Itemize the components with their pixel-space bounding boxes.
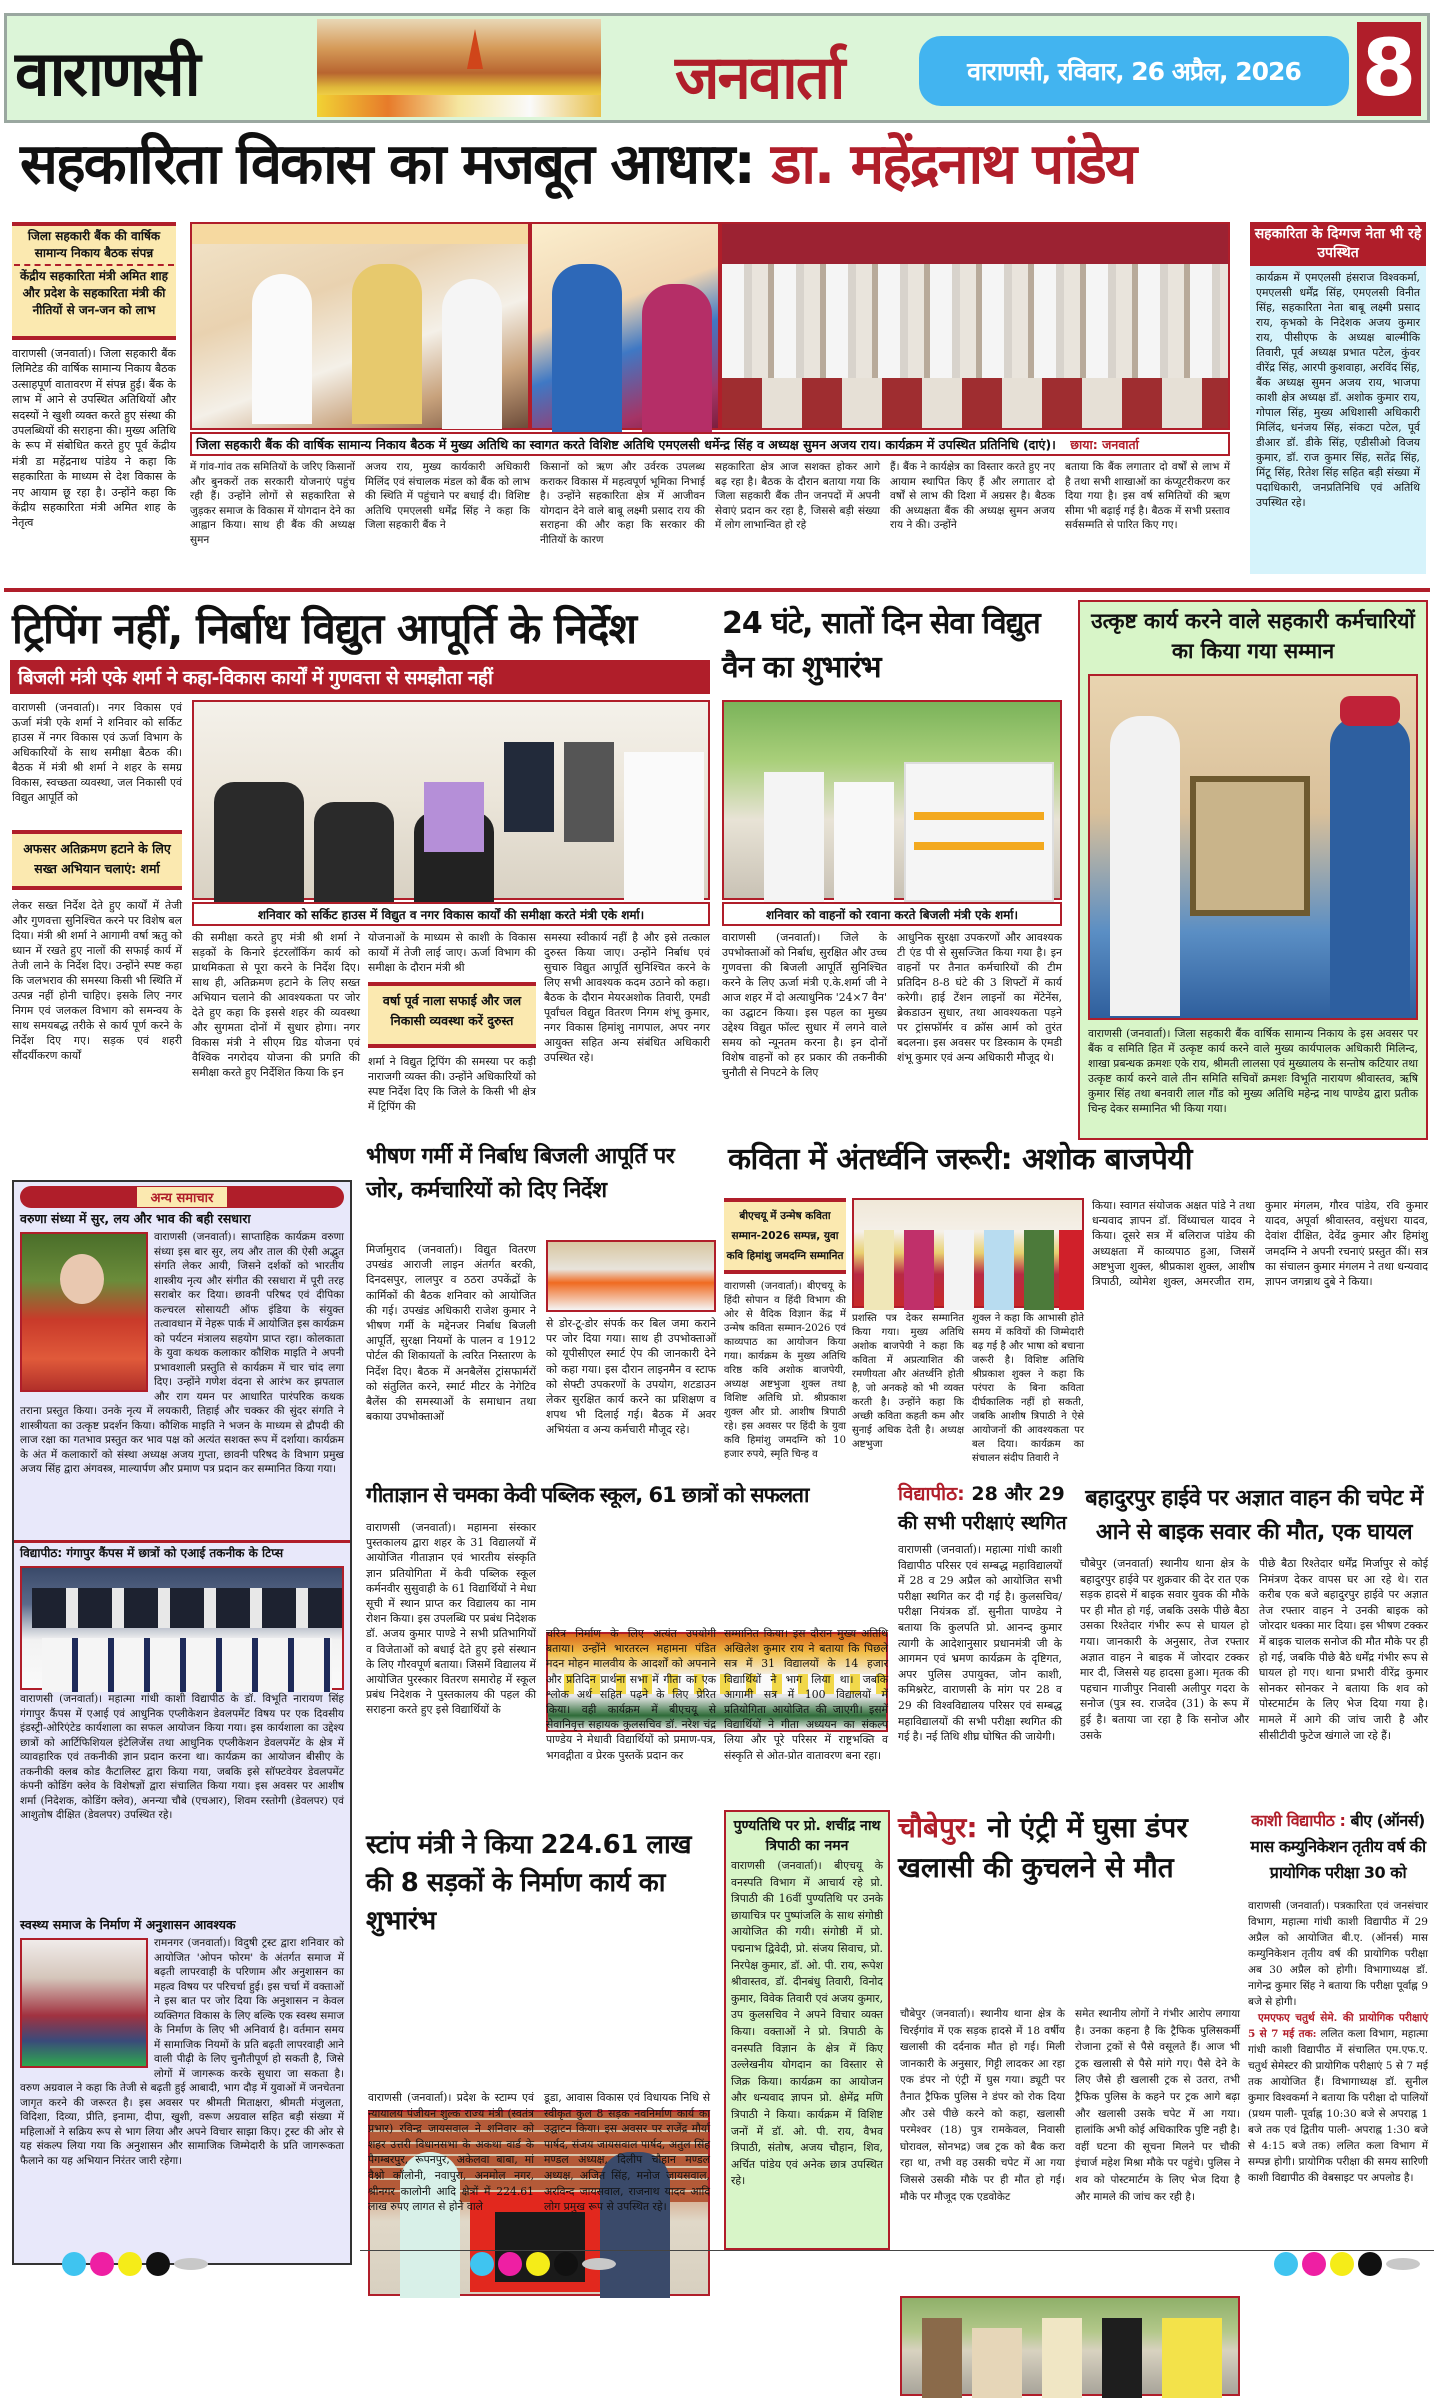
grey-registration-dot <box>1386 2258 1420 2270</box>
heat-headline: भीषण गर्मी में निर्बाध बिजली आपूर्ति पर जोर, कर्मचारियों को दिए निर्देश <box>366 1144 675 1203</box>
heat-meeting-photo <box>546 1240 716 1312</box>
discipline-photo <box>20 1938 148 2068</box>
photo-credit: छाया: जनवार्ता <box>1070 437 1139 452</box>
exams-headline-red: विद्यापीठ: <box>898 1483 965 1505</box>
practical-headline-red: काशी विद्यापीठ : <box>1251 1811 1346 1830</box>
grey-registration-dot <box>174 2258 208 2270</box>
tribute-box <box>724 1810 890 2250</box>
stamp-headline: स्टांप मंत्री ने किया 224.61 लाख की 8 सड़कों के निर्माण कार्य का शुभारंभ <box>366 1830 692 1936</box>
mfa-exam-text <box>1248 2010 1428 2186</box>
lead-headline-red: डा. महेंद्रनाथ पांडेय <box>771 132 1136 197</box>
poetry-headline: कविता में अंतर्ध्वनि जरूरी: अशोक बाजपेयी <box>728 1142 1193 1177</box>
page-number: 8 <box>1361 24 1417 114</box>
black-registration-dot <box>554 2252 578 2276</box>
lead-column-5: हैं। बैंक ने कार्यक्षेत्र का विस्तार करते हुए नए आयाम स्थापित किए हैं और लगातार दो वर्षों से लाभ की दिशा में अग्रसर है। बैठक की अध्यक्षता बैंक की अध्यक्ष सुमन अजय राय ने की। उन्होंने <box>890 461 1055 531</box>
yellow-registration-dot <box>118 2252 142 2276</box>
lead-sidebar <box>1250 222 1426 574</box>
cyan-registration-dot <box>1274 2252 1298 2276</box>
lead-headline <box>20 130 1420 200</box>
dumper-headline-black: नो एंट्री में घुसा डंपर खलासी की कुचलने से मौत <box>898 1811 1188 1884</box>
highway-columns <box>1080 1556 1428 1792</box>
tripping-headline: ट्रिपिंग नहीं, निर्बाध विद्युत आपूर्ति के निर्देश <box>12 604 637 653</box>
lead-photo-caption <box>190 432 1230 456</box>
poetry-column-4: किया। स्वागत संयोजक अक्षत पांडे ने तथा धन्यवाद ज्ञापन डॉ. विंध्याचल यादव ने किया। दूसरे सत्र में बलिराज पांडेय की अध्यक्षता में काव्यपाठ हुआ, जिसमें अष्टभुजा शुक्ल, श्रीप्रकाश शुक्ल, आशीष त्रिपाठी, व्योमेश शुक्ल, अमरजीत राम, कुमार मंगलम, गौरव पांडेय, रवि कुमार यादव, अपूर्वा श्रीवास्तव, वसुंधरा यादव, देवांश दीक्षित, देवेंद्र कुमार और हिमांशु जमदग्नि ने अपनी रचनाएं प्रस्तुत कीं। सत्र का संचालन कुमार मंगलम ने तथा धन्यवाद ज्ञापन जगन्नाथ दुबे ने किया। <box>1092 1199 1428 1289</box>
tripping-column-1: लेकर सख्त निर्देश देते हुए कार्यों में तेजी और गुणवत्ता सुनिश्चित करने पर विशेष बल दिया। मंत्री श्री शर्मा ने आगामी वर्षा ऋतु को ध्यान में रखते हुए नालों की सफाई कार्य में तेजी लाने के निर्देश दिए। उन्होंने स्पष्ट कहा कि जलभराव की समस्या किसी भी स्थिति में उत्पन्न नहीं होनी चाहिए। इसके लिए नगर निगम एवं जलकल विभाग को समन्वय के साथ समयबद्ध तरीके से कार्य पूर्ण करने के निर्देश दिए गए। सड़क एवं शहरी सौंदर्यीकरण कार्यों <box>12 899 183 1062</box>
tripping-caption-text: शनिवार को सर्किट हाउस में विद्युत व नगर विकास कार्यों की समीक्षा करते मंत्री एके शर्मा। <box>257 908 645 922</box>
vidyapith-ai-title: विद्यापीठ: गंगापुर कैंपस में छात्रों को एआई तकनीक के टिप्स <box>14 1540 350 1564</box>
lead-column-2: अजय राय, मुख्य कार्यकारी अधिकारी मिलिंद एवं संचालक मंडल को बैंक को लाभ की स्थिति में पहुंचाने पर बधाई दी। विशिष्ट अतिथि एमएलसी धर्मेंद्र सिंह ने कहा कि जिला सहकारी बैंक ने <box>365 461 530 531</box>
black-registration-dot <box>1358 2252 1382 2276</box>
poetry-kicker: बीएचयू में उन्मेष कविता सम्मान-2026 सम्पन्न, युवा कवि हिमांशु जमदग्नि सम्मानित <box>726 1210 844 1262</box>
varuna-dancer-photo <box>20 1232 148 1392</box>
bottom-rule <box>360 2250 1434 2251</box>
masthead-brand: जनवार्ता <box>675 43 844 113</box>
lead-column-1: में गांव-गांव तक समितियों के जरिए किसानों और बुनकरों तक सरकारी योजनाएं पहुंच रही हैं। उन्होंने लोगों से सहकारिता से जुड़कर समाज के विकास में योगदान देने का आह्वान किया। साथ ही बैंक की अध्यक्ष सुमन <box>190 461 355 546</box>
masthead <box>4 13 1430 123</box>
tripping-column-3b: शर्मा ने विद्युत ट्रिपिंग की समस्या पर कड़ी नाराजगी व्यक्त की। उन्होंने अधिकारियों को स्पष्ट निर्देश दिए कि जिले के किसी भी क्षेत्र में ट्रिपिंग की <box>368 1055 536 1113</box>
dumper-column-2: समेत स्थानीय लोगों ने गंभीर आरोप लगाया है। उनका कहना है कि ट्रैफिक पुलिसकर्मी रोजाना ट्रकों से पैसे वसूलते हैं। आज भी ट्रक खलासी से पैसे मांगे गए। पैसे देने के लिए जैसे ही खलासी ट्रक से उतरा, तभी ट्रैफिक पुलिस के कहने पर ट्रक आगे बढ़ा और खलासी उसके चपेट में आ गया। हालांकि अभी कोई अधिकारिक पुष्टि नही है। वहीं घटना की सूचना मिलने पर चौकी इंचार्ज महेश मिश्रा मौके पर पहुंचे। पुलिस ने शव को पोस्टमार्टम के लिए भेज दिया है और मामले की जांच कर रही है। <box>1075 2008 1240 2203</box>
lead-sidebar-title: सहकारिता के दिग्गज नेता भी रहे उपस्थित <box>1250 222 1426 266</box>
stamp-columns <box>368 2090 710 2255</box>
tripping-meeting-photo <box>192 700 710 900</box>
tribute-text: वाराणसी (जनवार्ता)। बीएचयू के वनस्पति विभाग में आचार्य रहे प्रो. त्रिपाठी की 16वीं पुण्यतिथि पर उनके छायाचित्र पर पुष्पांजलि के साथ संगोष्ठी आयोजित की गयी। संगोष्ठी में प्रो. पद्मनाभ द्विवेदी, प्रो. संजय सिवाच, प्रो. निरपेक्ष कुमार, डॉ. ओ. पी. राय, रूपेश श्रीवास्तव, डॉ. दीनबंधु तिवारी, विनोद कुमार, विवेक तिवारी एवं अजय कुमार, उप कुलसचिव ने अपने विचार व्यक्त किया। वक्ताओं ने प्रो. त्रिपाठी के वनस्पति विज्ञान के क्षेत्र में किए उल्लेखनीय योगदान का विस्तार से जिक्र किया। कार्यक्रम का आयोजन और धन्यवाद ज्ञापन प्रो. क्षेमेंद्र मणि त्रिपाठी ने किया। कार्यक्रम में विशिष्ट जनों में डॉ. ओ. पी. राय, वैभव त्रिपाठी, संतोष, अजय चौहान, शिव, अर्चित पांडेय एवं अनेक छात्र उपस्थित रहे। <box>731 1859 883 2188</box>
tripping-box-drain <box>368 982 536 1048</box>
highway-column-1: चौबेपुर (जनवार्ता) स्थानीय थाना क्षेत्र के बहादुरपुर हाईवे पर शुक्रवार की देर रात एक सड़क हादसे में बाइक सवार युवक की मौके पर ही मौत हो गई, जबकि उसके पीछे बैठा उसका रिश्तेदार गंभीर रूप से घायल हो गया। जानकारी के अनुसार, तेज रफ्तार अज्ञात वाहन ने बाइक में जोरदार टक्कर मार दी, जिससे यह हादसा हुआ। मृतक की पहचान गाजीपुर निवासी अलीपुर गदरा के सनोज (पुत्र स्व. राजदेव (31) के रूप में हुई है। बताया जा रहा है कि सनोज और उसके <box>1080 1557 1249 1742</box>
gita-column-2: चरित्र निर्माण के लिए अत्यंत उपयोगी बताया। उन्होंने भारतरत्न महामना पंडित मदन मोहन मालवीय के आदर्शों को अपनाने और प्रतिदिन प्रार्थना सभा में गीता का एक श्लोक अर्थ सहित पढ़ने के लिए प्रेरित किया। वही कार्यक्रम में बीएचयू से सेवानिवृत्त सहायक कुलसचिव डॉ. नरेश चंद्र पाण्डेय ने मेधावी विद्यार्थियों को प्रमाण-पत्र, भगवद्गीता व प्रेरक पुस्तकें प्रदान कर <box>546 1627 716 1762</box>
tripping-intro: वाराणसी (जनवार्ता)। नगर विकास एवं ऊर्जा मंत्री एके शर्मा ने शनिवार को सर्किट हाउस में नगर विकास एवं ऊर्जा विभाग के अधिकारियों के साथ समीक्षा बैठक की। बैठक में मंत्री श्री शर्मा ने शहर के समग्र विकास, स्वच्छता व्यवस्था, जल निकासी एवं विद्युत आपूर्ति को <box>12 701 182 804</box>
van-columns <box>722 930 1062 1120</box>
registration-marks-right <box>1274 2252 1424 2280</box>
lead-column-6: बताया कि बैंक लगातार दो वर्षों से लाभ में है तथा सभी शाखाओं का कंप्यूटरीकरण कर दिया गया है। इस वर्ष समितियों की ऋण सीमा भी बढ़ाई गई है। बैठक में सभी प्रस्ताव सर्वसम्मति से पारित किए गए। <box>1065 461 1230 531</box>
lead-sidebar-text: कार्यक्रम में एमएलसी हंसराज विश्वकर्मा, एमएलसी धर्मेंद्र सिंह, एमएलसी विनीत सिंह, सहकारिता नेता बाबू लक्ष्मी प्रसाद राय, कृभको के निदेशक अजय कुमार राय, पीसीएफ के अध्यक्ष बाल्मीकि तिवारी, पूर्व अध्यक्ष प्रभात पटेल, कुंवर वीरेंद्र सिंह, आरपी कुशवाहा, अरविंद सिंह, बैंक अध्यक्ष सुमन अजय राय, भाजपा काशी क्षेत्र अध्यक्ष डॉ. अशोक कुमार राय, गोपाल सिंह, मुख्य अधिशासी अधिकारी मिलिंद, धनंजय सिंह, संकटा पटेल, पूर्व डीआर डॉ. डीके सिंह, एडीसीओ विजय कुमार, डॉ. राज कुमार सिंह, सतेंद्र सिंह, मिंटू सिंह, रितेश सिंह सहित बड़ी संख्या में पदाधिकारी, जनप्रतिनिधि एवं अतिथि उपस्थित रहे। <box>1256 271 1420 509</box>
lead-photo-audience <box>720 222 1230 430</box>
discipline-title: स्वस्थ्य समाज के निर्माण में अनुशासन आवश्यक <box>20 1917 236 1932</box>
stamp-column-2: डूडा, आवास विकास एवं विधायक निधि से स्वीकृत कुल 8 सड़क नवनिर्माण कार्य का उद्घाटन किया। इस अवसर पर राजेंद्र मौर्या पार्षद, संजय जायसवाल पार्षद, अतुल सिंह मण्डल अध्यक्ष, दिलीप चौहान मण्डल अध्यक्ष, अजित सिंह, मनोज जायसवाल, अरविन्द जायसवाल, राजनाथ यादव आदि लोग प्रमुख रूप से उपस्थित रहे। <box>544 2091 710 2214</box>
honour-photo <box>1088 674 1418 1020</box>
tripping-box-2-text: वर्षा पूर्व नाला सफाई और जल निकासी व्यवस्था करें दुरुस्त <box>382 993 522 1028</box>
lead-column-4: सहकारिता क्षेत्र आज सशक्त होकर आगे बढ़ रहा है। बैठक के दौरान बताया गया कि जिला सहकारी बैंक तीन जनपदों में अपनी सेवाएं प्रदान कर रहा है, जिससे बड़ी संख्या में लोग लाभान्वित हो रहे <box>715 461 880 531</box>
lead-headline-black: सहकारिता विकास का मजबूत आधार: <box>20 132 754 197</box>
van-headline: 24 घंटे, सातों दिन सेवा विद्युत वैन का शुभारंभ <box>722 606 1040 685</box>
stamp-column-1: वाराणसी (जनवार्ता)। प्रदेश के स्टाम्प एवं न्यायालय पंजीयन शुल्क राज्य मंत्री (स्वतंत्र प्रभार) रविन्द्र जायसवाल ने शनिवार को शहर उत्तरी विधानसभा के अकथा वार्ड के पैगम्बरपुर, रूपनपुर, अकेलवा बाबा, मां वैश्नो कॉलोनी, नवापुरा, अनमोल नगर, श्रीनगर कालोनी आदि क्षेत्रों में 224.61 लाख रुपए लागत से होने वाले <box>368 2091 534 2214</box>
other-news-label-bar <box>20 1186 344 1208</box>
tripping-subhead: बिजली मंत्री एके शर्मा ने कहा-विकास कार्यों में गुणवत्ता से समझौता नहीं <box>18 667 493 689</box>
black-registration-dot <box>146 2252 170 2276</box>
exams-headline-black: 28 और 29 की सभी परीक्षाएं स्थगित <box>898 1483 1067 1534</box>
cyan-registration-dot <box>470 2252 494 2276</box>
lead-photo-welcome-1 <box>190 222 530 430</box>
dateline-pill <box>919 36 1349 106</box>
van-column-2: आधुनिक सुरक्षा उपकरणों और आवश्यक टी एंड पी से सुसज्जित किया गया है। इन वाहनों पर तैनात कर्मचारियों की टीम प्रतिदिन 8-8 घंटे की 3 शिफ्टों में कार्य करेगी। हाई टेंशन लाइनों का मेंटेनेंस, ब्रेकडाउन सुधार, तथा आवश्यकता पड़ने पर ट्रांसफॉर्मर व क्रॉस आर्म को तुरंत बदलना। इस अवसर पर डिस्काम के एमडी शंभू कुमार एवं अन्य अधिकारी मौजूद थे। <box>897 931 1062 1064</box>
practical-exam-text: वाराणसी (जनवार्ता)। पत्रकारिता एवं जनसंचार विभाग, महात्मा गांधी काशी विद्यापीठ में 29 अप्रैल को आयोजित बी.ए. (ऑनर्स) मास कम्युनिकेशन तृतीय वर्ष की प्रायोगिक परीक्षा अब 30 अप्रैल को होगी। विभागाध्यक्ष डॉ. नागेन्द्र कुमार सिंह ने बताया कि परीक्षा पूर्वाह्न 9 बजे से होगी। <box>1248 1900 1428 2008</box>
practical-exam-body <box>1248 1898 1428 2258</box>
vidyapith-ai-text: वाराणसी (जनवार्ता)। महात्मा गांधी काशी विद्यापीठ के डॉ. विभूति नारायण सिंह गंगापुर कैंपस में एआई एवं आधुनिक एप्लीकेशन डेवलपमेंट विषय पर एक दिवसीय इंडस्ट्री-ओरिएंटेड कार्यशाला का सफल आयोजन किया गया। इस कार्यशाला का उद्देश्य छात्रों को आर्टिफिशियल इंटेलिजेंस तथा आधुनिक एप्लीकेशन डेवलपमेंट के क्षेत्र में व्यावहारिक एवं तकनीकी ज्ञान प्रदान करना था। कार्यक्रम का आयोजन बीसीए के तकनीकी क्लब कोड कैटालिस्ट द्वारा किया गया, जबकि इसे सॉफ्टवेयर डेवलपमेंट कंपनी कोडिंग क्लेव के विशेषज्ञों द्वारा संचालित किया गया। इस अवसर पर आशीष शर्मा (निदेशक, कोडिंग क्लेव), अनन्या चौबे (एचआर), शिवम रस्तोगी (डेवलपर) एवं आशुतोष दीक्षित (डेवलपर) उपस्थित रहे। <box>20 1693 344 1821</box>
van-photo-caption <box>722 902 1062 926</box>
poetry-column-3: शुक्ल ने कहा कि आभासी होते समय में कवियों की जिम्मेदारी बढ़ गई है और भाषा को बचाना जरूरी है। विशिष्ट अतिथि श्रीप्रकाश शुक्ल ने कहा कि परंपरा के बिना कविता दीर्घकालिक नहीं हो सकती, जबकि आशीष त्रिपाठी ने ऐसे आयोजनों की आवश्यकता पर बल दिया। कार्यक्रम का संचालन संदीप तिवारी ने <box>972 1313 1084 1464</box>
lead-kicker-1: जिला सहकारी बैंक की वार्षिक सामान्य निकाय बैठक संपन्न <box>14 228 174 266</box>
van-launch-photo <box>722 700 1062 900</box>
lead-columns <box>190 460 1230 582</box>
other-news-panel <box>12 1180 352 2265</box>
gita-column-1: वाराणसी (जनवार्ता)। महामना संस्कार पुस्तकालय द्वारा शहर के 31 विद्यालयों में आयोजित गीताज्ञान एवं भारतीय संस्कृति ज्ञान प्रतियोगिता में केवी पब्लिक स्कूल कर्मनवीर सुसुवाही के 61 विद्यार्थियों ने मेधा सूची में स्थान प्राप्त कर विद्यालय का नाम रोशन किया। इस उपलब्धि पर प्रबंध निदेशक डॉ. अजय कुमार पाण्डे ने सभी प्रतिभागियों व विजेताओं को बधाई देते हुए इसे संस्थान के लिए गौरवपूर्ण बताया। जिसमें विद्यालय में आयोजित पुरस्कार वितरण समारोह में स्कूल प्रबंध निदेशक ने पुस्तकालय की पहल की सराहना करते हुए इसे विद्यार्थियों के <box>366 1521 536 1717</box>
tribute-headline: पुण्यतिथि पर प्रो. शचींद्र नाथ त्रिपाठी का नमन <box>733 1818 881 1854</box>
magenta-registration-dot <box>1302 2252 1326 2276</box>
discipline-text: रामनगर (जनवार्ता)। विदुषी ट्रस्ट द्वारा शनिवार को आयोजित 'ओपन फोरम' के अंतर्गत समाज में बढ़ती लापरवाही के परिणाम और अनुशासन का महत्व विषय पर परिचर्चा हुई। इस चर्चा में वक्ताओं ने इस बात पर जोर दिया कि अनुशासन न केवल व्यक्तिगत विकास के लिए बल्कि एक स्वस्थ समाज के निर्माण के लिए भी अनिवार्य है। वर्तमान समय में सामाजिक नियमों के प्रति बढ़ती लापरवाही आने वाली पीढ़ी के लिए चुनौतीपूर्ण हो सकती है, जिसे लोगों में जागरूक करके सुधारा जा सकता है। वरुण अग्रवाल ने कहा कि तेजी से बढ़ती हुई आबादी, भाग दौड़ में युवाओं में जनचेतना जागृत करने की जरूरत है। इस अवसर पर श्रीमती मिताक्षरा, श्रीमती मंजुलता, विदिशा, दिव्या, प्रीति, इनामा, दीपा, खुशी, वरूण अग्रवाल सहित बड़ी संख्या में महिलाओं ने सक्रिय रूप से भाग लिया और अपने विचार साझा किए। ट्रस्ट की ओर से यह संकल्प लिया गया कि अनुशासन और सामाजिक जिम्मेदारी के प्रति जागरूकता फैलाने का यह अभियान निरंतर जारी रहेगा। <box>20 1937 344 2167</box>
tripping-subhead-bar <box>10 660 710 694</box>
highway-column-2: पीछे बैठा रिश्तेदार धर्मेंद्र मिर्जापुर से कोई निमंत्रण देकर वापस घर आ रहे थे। रात करीब एक बजे बहादुरपुर हाईवे पर अज्ञात तेज रफ्तार वाहन ने उनकी बाइक को जोरदार धक्का मार दिया। इस भीषण टक्कर में बाइक चालक सनोज की मौत मौके पर ही हो गई, जबकि पीछे बैठे धर्मेंद्र गंभीर रूप से घायल हो गए। थाना प्रभारी वीरेंद्र कुमार सोनकर सोनकर ने बताया कि शव को पोस्टमार्टम के लिए भेज दिया गया है। मामले में आगे की जांच जारी है और सीसीटीवी फुटेज खंगाले जा रहे हैं। <box>1259 1557 1428 1742</box>
mfa-exam-sub-text: ललित कला विभाग, महात्मा गांधी काशी विद्यापीठ में संचालित एम.एफ.ए. चतुर्थ सेमेस्टर की प्रायोगिक परीक्षाएं 5 से 7 मई तक आयोजित हैं। विभागाध्यक्ष डॉ. सुनील कुमार विश्वकर्मा ने बताया कि परीक्षा दो पालियों (प्रथम पाली- पूर्वाह्न 10:30 बजे से अपराह्न 1 बजे तक एवं द्वितीय पाली- अपराह्न 1:30 बजे से 4:15 बजे तक) ललित कला विभाग में सम्पन्न होगी। प्रायोगिक परीक्षा की समय सारिणी काशी विद्यापीठ की वेबसाइट पर अपलोड है। <box>1248 2028 1428 2184</box>
exams-postponed-text: वाराणसी (जनवार्ता)। महात्मा गांधी काशी विद्यापीठ परिसर एवं सम्बद्ध महाविद्यालयों में 28 व 29 अप्रैल को आयोजित सभी परीक्षा स्थगित कर दी गई है। कुलसचिव/परीक्षा नियंत्रक डॉ. सुनीता पाण्डेय ने बताया कि कुलपति प्रो. आनन्द कुमार त्यागी के आदेशानुसार प्रधानमंत्री जी के आगमन एवं भ्रमण कार्यक्रम के दृष्टिगत, अपर पुलिस उपायुक्त, जोन काशी, कमिश्नरेट, वाराणसी के मांग पर 28 व 29 की विश्वविद्यालय परिसर एवं सम्बद्ध महाविद्यालयों की सभी परीक्षा स्थगित की गई है। नई तिथि शीघ्र घोषित की जायेगी। <box>898 1543 1062 1744</box>
heat-column-2: से डोर-टू-डोर संपर्क कर बिल जमा कराने पर जोर दिया गया। साथ ही उपभोक्ताओं को यूपीसीएल स्मार्ट ऐप की जानकारी देने को कहा गया। इस दौरान लाइनमैन व स्टाफ को सेफ्टी उपकरणों के उपयोग, शटडाउन लेकर सुरक्षित कार्य करने का प्रशिक्षण व शपथ भी दिलाई गई। बैठक में अवर अभियंता व अन्य कर्मचारी मौजूद रहे। <box>546 1317 716 1437</box>
gita-headline: गीताज्ञान से चमका केवी पब्लिक स्कूल, 61 छात्रों को सफलता <box>366 1483 809 1507</box>
poetry-award-photo <box>852 1198 1084 1308</box>
dumper-headline <box>898 1808 1238 1888</box>
magenta-registration-dot <box>498 2252 522 2276</box>
lead-photo-welcome-2 <box>530 222 720 430</box>
poetry-column-2: प्रशस्ति पत्र देकर सम्मानित किया गया। मुख्य अतिथि अशोक बाजपेयी ने कहा कि कविता में अप्रत्याशित की रमणीयता और अंतर्ध्वनि होती है, जो अनकहे को भी व्यक्त करती है। उन्होंने कहा कि अच्छी कविता कहती कम और सुनाई अधिक देती है। अध्यक्ष अष्टभुजा <box>852 1313 964 1450</box>
dumper-column-1: चौबेपुर (जनवार्ता)। स्थानीय थाना क्षेत्र के चिरईगांव में एक सड़क हादसे में 18 वर्षीय खलासी की दर्दनाक मौत हो गई। मिली जानकारी के अनुसार, गिट्टी लादकर आ रहा एक डंपर नो एंट्री में घुस गया। ड्यूटी पर तैनात ट्रैफिक पुलिस ने डंपर को रोक दिया और उसे पीछे करने को कहा, खलासी परमेश्वर (18) पुत्र रामकेवल, निवासी घोरावल, सोनभद्र) जब ट्रक को बैक करा रहा था, तभी वह उसकी चपेट में आ गया जिससे उसकी मौके पर ही मौत हो गई। मौके पर मौजूद एक एडवोकेट <box>900 2008 1065 2203</box>
varuna-title: वरुणा संध्या में सुर, लय और भाव की बही रसधारा <box>20 1211 251 1226</box>
dumper-headline-red: चौबेपुर: <box>898 1811 978 1844</box>
masthead-city: वाराणसी <box>15 37 198 110</box>
vidyapith-ai-photo <box>20 1566 344 1690</box>
honour-headline: उत्कृष्ट कार्य करने वाले सहकारी कर्मचारियों का किया गया सम्मान <box>1091 609 1415 663</box>
tripping-box-1-text: अफसर अतिक्रमण हटाने के लिए सख्त अभियान चलाएं: शर्मा <box>23 841 171 876</box>
practical-exam-headline <box>1248 1808 1428 1886</box>
yellow-registration-dot <box>1330 2252 1354 2276</box>
van-caption-text: शनिवार को वाहनों को रवाना करते बिजली मंत्री एके शर्मा। <box>765 908 1019 922</box>
lead-caption-text: जिला सहकारी बैंक की वार्षिक सामान्य निकाय बैठक में मुख्य अतिथि का स्वागत करते विशिष्ट अतिथि एमएलसी धर्मेन्द्र सिंह व अध्यक्ष सुमन अजय राय। कार्यक्रम में उपस्थित प्रतिनिधि (दाएं)। <box>196 437 1056 452</box>
grey-registration-dot <box>582 2258 616 2270</box>
practical-headline-black: बीए (ऑनर्स) मास कम्युनिकेशन तृतीय वर्ष की प्रायोगिक परीक्षा 30 को <box>1250 1811 1426 1882</box>
tripping-photo-caption <box>192 902 710 926</box>
heat-column-1: मिर्जामुराद (जनवार्ता)। विद्युत वितरण उपखंड आराजी लाइन अंतर्गत बरकी, दिनदसपुर, लालपुर व ठठरा उपकेंद्रों के कार्मिकों की बैठक शनिवार को आयोजित की गई। उपखंड अधिकारी राजेश कुमार ने भीषण गर्मी के मद्देनजर निर्बाध बिजली आपूर्ति, सुरक्षा नियमों के पालन व 1912 पोर्टल की शिकायतों के त्वरित निस्तारण के निर्देश दिए। बैठक में अनबैलेंस ट्रांसफार्मरों को संतुलित करने, स्मार्ट मीटर के नेगेटिव बैलेंस की समस्याओं के समाधान तथा बकाया उपभोक्ताओं <box>366 1243 536 1424</box>
gita-column-3: सम्मानित किया। इस दौरान मुख्य अतिथि अखिलेश कुमार राय ने बताया कि पिछले सत्र में 31 विद्यालयों के 14 हजार विद्यार्थियों ने भाग लिया था। जबकि आगामी सत्र में 100 विद्यालयों में प्रतियोगिता आयोजित की जाएगी। इसमें विद्यार्थियों ने गीता अध्ययन का संकल्प लिया और पूरे परिसर में राष्ट्रभक्ति व संस्कृति से ओत-प्रोत वातावरण बना रहा। <box>724 1627 888 1762</box>
dateline: वाराणसी, रविवार, 26 अप्रैल, 2026 <box>967 57 1301 86</box>
cyan-registration-dot <box>62 2252 86 2276</box>
lead-kicker-2: केंद्रीय सहकारिता मंत्री अमित शाह और प्रदेश के सहकारिता मंत्री की नीतियों से जन-जन को लाभ <box>20 269 168 317</box>
registration-marks-center <box>470 2252 620 2280</box>
page-number-badge <box>1357 22 1421 116</box>
lead-column-3: किसानों को ऋण और उर्वरक उपलब्ध कराकर विकास में महत्वपूर्ण भूमिका निभाई है। उन्होंने सहकारिता क्षेत्र में आजीवन योगदान देने वाले बाबू लक्ष्मी प्रसाद राय की सराहना की और कहा कि सरकार की नीतियों के कारण <box>540 461 705 546</box>
other-news-label: अन्य समाचार <box>137 1187 228 1207</box>
poetry-column-1: वाराणसी (जनवार्ता)। बीएचयू के हिंदी सोपान व हिंदी विभाग की ओर से वैदिक विज्ञान केंद्र में उन्मेष कविता सम्मान-2026 एवं काव्यपाठ का आयोजन किया गया। कार्यक्रम के मुख्य अतिथि वरिष्ठ कवि अशोक बाजपेयी, अध्यक्ष अष्टभुजा शुक्ल तथा विशिष्ट अतिथि प्रो. श्रीप्रकाश शुक्ल और प्रो. आशीष त्रिपाठी रहे। इस अवसर पर हिंदी के युवा कवि हिमांशु जमदग्नि को 10 हजार रुपये, स्मृति चिन्ह व <box>724 1281 846 1460</box>
magenta-registration-dot <box>90 2252 114 2276</box>
van-column-1: वाराणसी (जनवार्ता)। जिले के उपभोक्ताओं को निर्बाध, सुरक्षित और उच्च गुणवत्ता की बिजली आपूर्ति सुनिश्चित करने के लिए ऊर्जा मंत्री ए.के.शर्मा जी ने आज शहर में दो अत्याधुनिक '24×7 वैन' का उद्घाटन किया। इस पहल का मुख्य उद्देश्य विद्युत फॉल्ट सुधार में लगने वाले समय को न्यूनतम करना है। इन दोनों विशेष वाहनों को हर प्रकार की तकनीकी चुनौती से निपटने के लिए <box>722 931 887 1079</box>
lead-kicker-box <box>12 222 176 340</box>
tripping-column-3a: योजनाओं के माध्यम से काशी के विकास कार्यों में तेजी लाई जाए। ऊर्जा विभाग की समीक्षा के दौरान मंत्री श्री <box>368 931 536 974</box>
honour-text: वाराणसी (जनवार्ता)। जिला सहकारी बैंक वार्षिक सामान्य निकाय के इस अवसर पर बैंक व समिति हित में उत्कृष्ट कार्य करने वाले मुख्य कार्यपालक अधिकारी मिलिन्द, शाखा प्रबन्धक क्रमशः एके राय, श्रीमती लालसा एवं मुख्यालय के सन्तोष कटियार तथा उत्कृष्ट कार्य करने वाले तीन समिति सचिवों क्रमशः विभूति नारायण श्रीवास्तव, ऋषि कुमार सिंह तथा बनवारी लाल गौंड को मुख्य अतिथि महेन्द्र नाथ पाण्डेय द्वारा प्रतीक चिन्ह देकर सम्मानित भी किया गया। <box>1088 1027 1418 1115</box>
varuna-text: वाराणसी (जनवार्ता)। साप्ताहिक कार्यक्रम वरुणा संध्या इस बार सुर, लय और ताल की ऐसी अद्भुत संगति लेकर आयी, जिसने दर्शकों को भारतीय शास्त्रीय नृत्य और संगीत की रसधारा में पूरी तरह सराबोर कर दिया। छावनी परिषद एवं दीपिका कल्चरल सोसायटी ऑफ इंडिया के संयुक्त तत्वावधान में नेहरू पार्क में आयोजित इस कार्यक्रम को पर्यटन मंत्रालय सहयोग प्राप्त रहा। कोलकाता के युवा कथक कलाकार कौशिक माइति ने अपनी प्रभावशाली प्रस्तुति से कार्यक्रम में चार चांद लगा दिए। उन्होंने गणेश वंदना से आरंभ कर झपताल और राग यमन पर आधारित पारंपरिक कथक तराना प्रस्तुत किया। उनके नृत्य में लयकारी, तिहाई और चक्कर की सुंदर संगति ने शास्त्रीयता का उत्कृष्ट प्रदर्शन किया। कौशिक माइति ने भजन के माध्यम से द्रौपदी की लाज रक्षा का गतभाव प्रस्तुत कर भाव पक्ष को अत्यंत सशक्त रूप में दर्शाया। कार्यक्रम के अंत में कलाकारों को संस्था अध्यक्ष अजय गुप्ता, छावनी परिषद के विभाग प्रमुख अजय सिंह द्वारा अंगवस्त्र, माल्यार्पण और प्रमाण पत्र प्रदान कर सम्मानित किया गया। <box>20 1231 344 1475</box>
tripping-box-encroachment <box>12 830 182 890</box>
dumper-accident-photo <box>900 2296 1240 2396</box>
yellow-registration-dot <box>526 2252 550 2276</box>
section-divider <box>4 588 1430 592</box>
poetry-kicker-box <box>724 1198 846 1274</box>
masthead-ghat-photo <box>317 19 601 117</box>
exams-postponed-headline <box>898 1480 1068 1538</box>
lead-intro: वाराणसी (जनवार्ता)। जिला सहकारी बैंक लिमिटेड की वार्षिक सामान्य निकाय बैठक उत्साहपूर्ण वातावरण में संपन्न हुई। बैंक के लाभ में आने से उपस्थित अतिथियों और सदस्यों ने खुशी व्यक्त करते हुए संस्था की उपलब्धियों की सराहना की। मुख्य अतिथि के रूप में संबोधित करते हुए पूर्व केंद्रीय मंत्री डा महेंद्रनाथ पांडेय ने कहा कि सहकारिता के माध्यम से देश विकास के नए आयाम छू रहा है। उन्होंने कहा कि केंद्रीय सहकारिता मंत्री अमित शाह के नेतृत्व <box>12 347 176 530</box>
tripping-column-2: की समीक्षा करते हुए मंत्री श्री शर्मा ने सड़कों के किनारे इंटरलॉकिंग कार्य को प्राथमिकता से पूरा करने के निर्देश दिए। साथ ही, अतिक्रमण हटाने के लिए सख्त अभियान चलाने की आवश्यकता पर जोर देते हुए कहा कि इससे शहर की व्यवस्था और सुगमता दोनों में सुधार होगा। नगर विकास मंत्री ने सीएम ग्रिड योजना एवं वैश्विक नगरोदय योजना की प्रगति की समीक्षा करते हुए निर्देशित किया कि इन <box>192 931 360 1079</box>
highway-headline: बहादुरपुर हाईवे पर अज्ञात वाहन की चपेट में आने से बाइक सवार की मौत, एक घायल <box>1085 1486 1423 1545</box>
honour-box <box>1078 600 1428 1140</box>
mfa-exam-sub-red: एमएफए चतुर्थ सेमे. की प्रायोगिक परीक्षाएं 5 से 7 मई तक: <box>1248 2012 1428 2040</box>
registration-marks-left <box>62 2252 212 2280</box>
tripping-column-4: समस्या स्वीकार्य नहीं है और इसे तत्काल दुरुस्त किया जाए। उन्होंने निर्बाध एवं सुचारु विद्युत आपूर्ति सुनिश्चित करने के लिए सभी आवश्यक कदम उठाने को कहा। बैठक के दौरान मेयरअशोक तिवारी, एमडी पूर्वांचल विद्युत वितरण निगम शंभू कुमार, नगर विकास हिमांशु नागपाल, अपर नगर आयुक्त सहित अन्य संबंधित अधिकारी उपस्थित रहे। <box>544 931 710 1064</box>
dumper-columns <box>900 2006 1240 2254</box>
